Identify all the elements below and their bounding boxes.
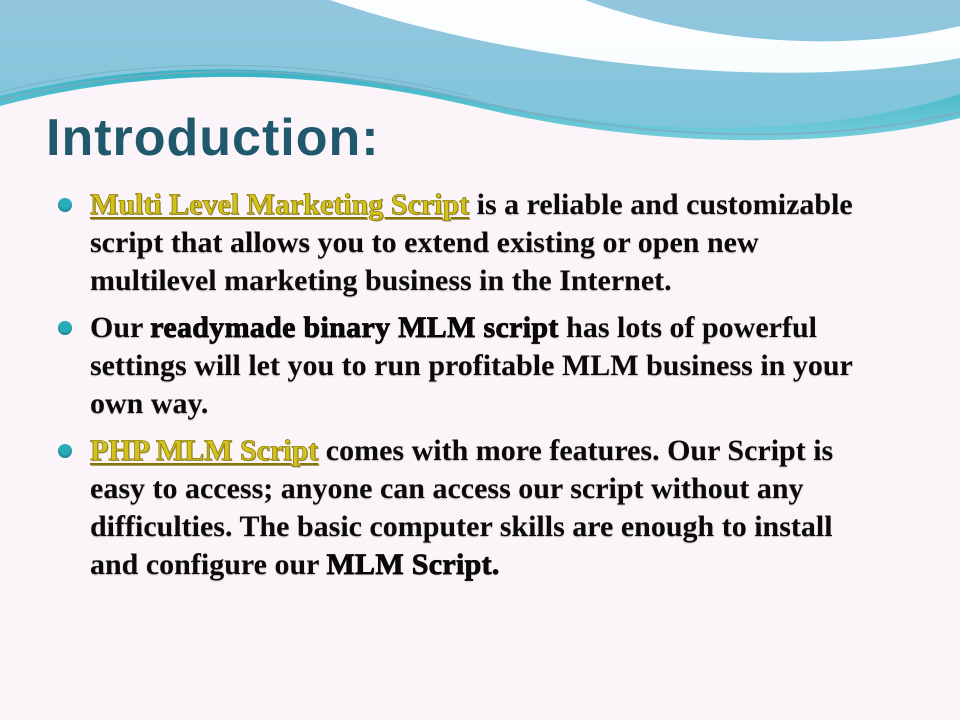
bullet-item <box>58 186 868 300</box>
bullet-item <box>58 432 868 584</box>
page-title: Introduction: <box>46 109 380 167</box>
text-segment: comes with more features. Our Script is easy to access; anyone can access our script without any difficulties. The basic computer skills are enough to install and configure our <box>90 434 834 581</box>
text-segment: is a reliable and customizable script that allows you to extend existing or open new multilevel marketing business in the Internet. <box>90 188 853 297</box>
inline-link[interactable]: PHP MLM Script <box>90 434 319 467</box>
bullet-list <box>0 186 868 584</box>
text-segment: readymade binary MLM script <box>150 311 559 344</box>
text-segment: has lots of powerful settings will let you to run profitable MLM business in your own way. <box>90 311 853 420</box>
bullet-dot-icon <box>58 321 72 335</box>
slide-content <box>0 108 960 593</box>
inline-link[interactable]: Multi Level Marketing Script <box>90 188 470 221</box>
bullet-dot-icon <box>58 198 72 212</box>
bullet-dot-icon <box>58 444 72 458</box>
text-segment: MLM Script. <box>326 548 500 581</box>
text-segment: Our <box>90 311 151 344</box>
bullet-item <box>58 309 868 423</box>
